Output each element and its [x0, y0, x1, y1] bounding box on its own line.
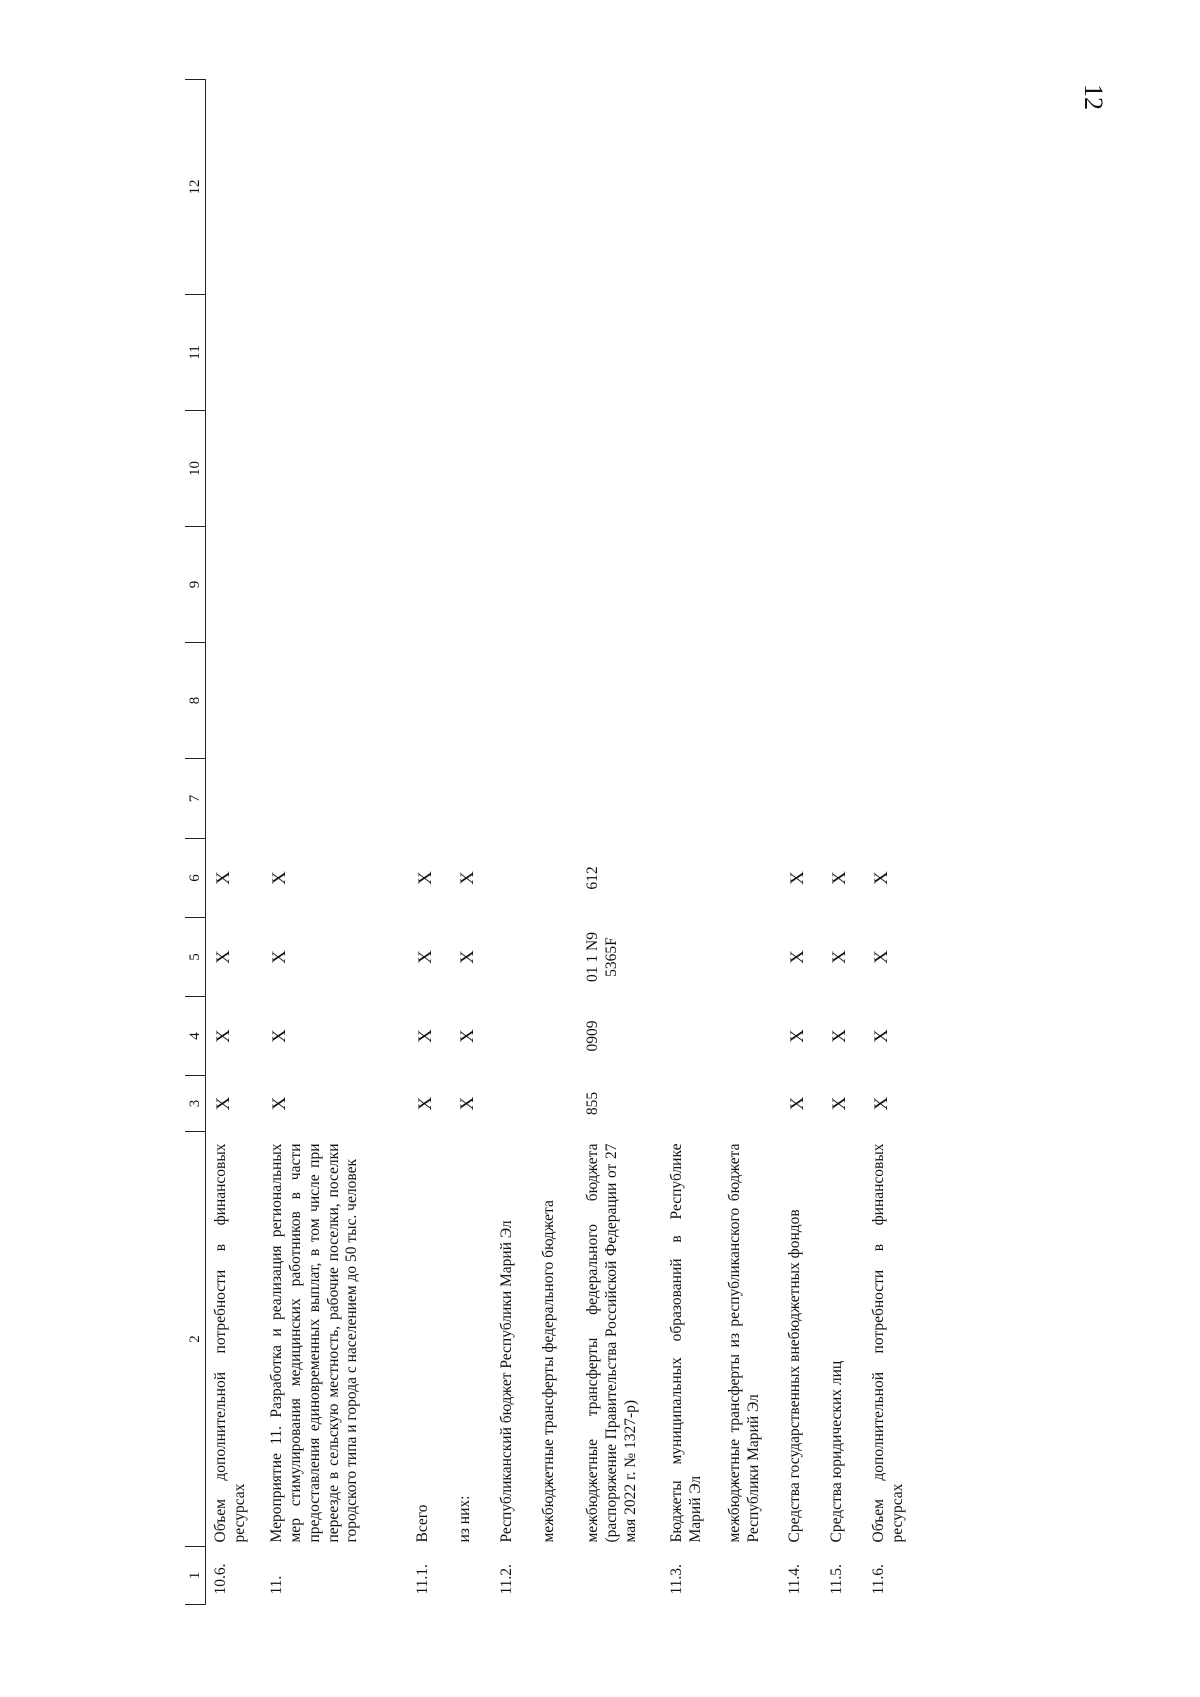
cell-col3: 855: [583, 1091, 601, 1116]
cell-col6: X: [456, 871, 478, 885]
cell-col5: X: [414, 950, 436, 964]
row-number: 11.1.: [413, 1564, 431, 1595]
table-row: [822, 80, 864, 1605]
table-row: [262, 80, 408, 1605]
cell-col5: [534, 918, 578, 997]
table-row: [864, 80, 922, 1605]
table-row: [450, 80, 492, 1605]
table-row: [534, 80, 578, 1605]
row-description: Объем дополнительной потребности в финансовых ресурсах: [869, 1143, 906, 1543]
table-row: [720, 80, 780, 1605]
row-description: межбюджетные трансферты федерального бюджета: [539, 1200, 557, 1543]
cell-col5: X: [268, 950, 290, 964]
row-description: Бюджеты муниципальных образований в Республике Марий Эл: [667, 1143, 704, 1543]
row-description: Республиканский бюджет Республики Марий Эл: [497, 1220, 515, 1543]
cell-col5: X: [213, 950, 235, 964]
row-number: 10.6.: [212, 1563, 230, 1595]
col-header-10: 10: [185, 411, 206, 527]
row-description: Средства государственных внебюджетных фондов: [785, 1209, 803, 1543]
row-number: 11.4.: [785, 1564, 803, 1595]
row-number: 11.: [267, 1575, 285, 1595]
row-description: Мероприятие 11. Разработка и реализация региональных мер стимулирования медицинских работников в части предоставления единовременных выплат, в том числе при переезде в сельскую местность, рабочие поселки, поселки городского типа и города с населением до 50 тыс. человек: [267, 1143, 361, 1543]
cell-col6: [534, 839, 578, 918]
cell-col4: [720, 997, 780, 1076]
col-header-12: 12: [185, 80, 206, 295]
col-header-9: 9: [185, 527, 206, 643]
cell-col5: [492, 918, 534, 997]
cell-col3: [662, 1076, 720, 1132]
cell-col3: X: [268, 1096, 290, 1111]
page-number: 12: [1079, 84, 1108, 110]
row-number: [450, 1547, 492, 1605]
col-header-1: 1: [185, 1547, 206, 1605]
table-row: [206, 80, 262, 1605]
cell-col3: X: [870, 1096, 892, 1111]
row-description: Всего: [413, 1504, 431, 1543]
cell-col4: X: [456, 1029, 478, 1043]
cell-col3: X: [456, 1096, 478, 1111]
col-header-2: 2: [185, 1132, 206, 1547]
cell-col4: [492, 997, 534, 1076]
cell-col3: X: [414, 1096, 436, 1111]
row-number: 11.2.: [497, 1564, 515, 1595]
col-header-8: 8: [185, 643, 206, 759]
cell-col3: [492, 1076, 534, 1132]
col-header-5: 5: [185, 918, 206, 997]
cell-col6: X: [870, 871, 892, 885]
table-row: [780, 80, 822, 1605]
cell-col3: [720, 1076, 780, 1132]
cell-col4: X: [870, 1029, 892, 1043]
col-header-6: 6: [185, 839, 206, 918]
cell-col5: [720, 918, 780, 997]
table-row: [578, 80, 662, 1605]
row-description: межбюджетные трансферты из республиканского бюджета Республики Марий Эл: [725, 1143, 762, 1543]
cell-col4: X: [828, 1029, 850, 1043]
cell-col6: X: [268, 871, 290, 885]
cell-col5: X: [828, 950, 850, 964]
row-number: [534, 1547, 578, 1605]
row-description: Объем дополнительной потребности в финансовых ресурсах: [212, 1143, 249, 1543]
row-description: из них:: [455, 1495, 473, 1543]
cell-col6: [492, 839, 534, 918]
row-description: Средства юридических лиц: [827, 1360, 845, 1543]
cell-col5: [662, 918, 720, 997]
col-header-4: 4: [185, 997, 206, 1076]
cell-col6: 612: [583, 866, 601, 890]
row-number: [578, 1547, 662, 1605]
header-row: [185, 80, 206, 1605]
rotated-table-container: [185, 80, 1025, 1605]
table-row: [408, 80, 450, 1605]
cell-col3: X: [828, 1096, 850, 1111]
row-description: межбюджетные трансферты федерального бюджета (распоряжение Правительства Российской Федерации от 27 мая 2022 г. № 1327-р): [583, 1143, 639, 1543]
row-number: [720, 1547, 780, 1605]
row-number: 11.6.: [869, 1564, 887, 1595]
cell-col6: [662, 839, 720, 918]
col-header-7: 7: [185, 759, 206, 839]
cell-col4: X: [786, 1029, 808, 1043]
row-number: 11.3.: [667, 1564, 685, 1595]
cell-col4: X: [414, 1029, 436, 1043]
cell-col5: X: [870, 950, 892, 964]
row-number: 11.5.: [827, 1564, 845, 1595]
cell-col6: X: [828, 871, 850, 885]
col-header-3: 3: [185, 1076, 206, 1132]
cell-col3: X: [213, 1096, 235, 1111]
cell-col3: [534, 1076, 578, 1132]
cell-col4: [534, 997, 578, 1076]
col-header-11: 11: [185, 295, 206, 411]
cell-col5: X: [456, 950, 478, 964]
cell-col6: X: [414, 871, 436, 885]
cell-col3: X: [786, 1096, 808, 1111]
budget-table: [185, 79, 922, 1605]
cell-col6: X: [786, 871, 808, 885]
cell-col6: [720, 839, 780, 918]
cell-col6: X: [213, 871, 235, 885]
cell-col4: X: [268, 1029, 290, 1043]
cell-col5: X: [786, 950, 808, 964]
table-row: [662, 80, 720, 1605]
table-row: [492, 80, 534, 1605]
cell-col4: X: [213, 1029, 235, 1043]
cell-col4: [662, 997, 720, 1076]
cell-col4: 0909: [583, 1020, 601, 1052]
cell-col5: 01 1 N9 5365F: [583, 932, 620, 982]
